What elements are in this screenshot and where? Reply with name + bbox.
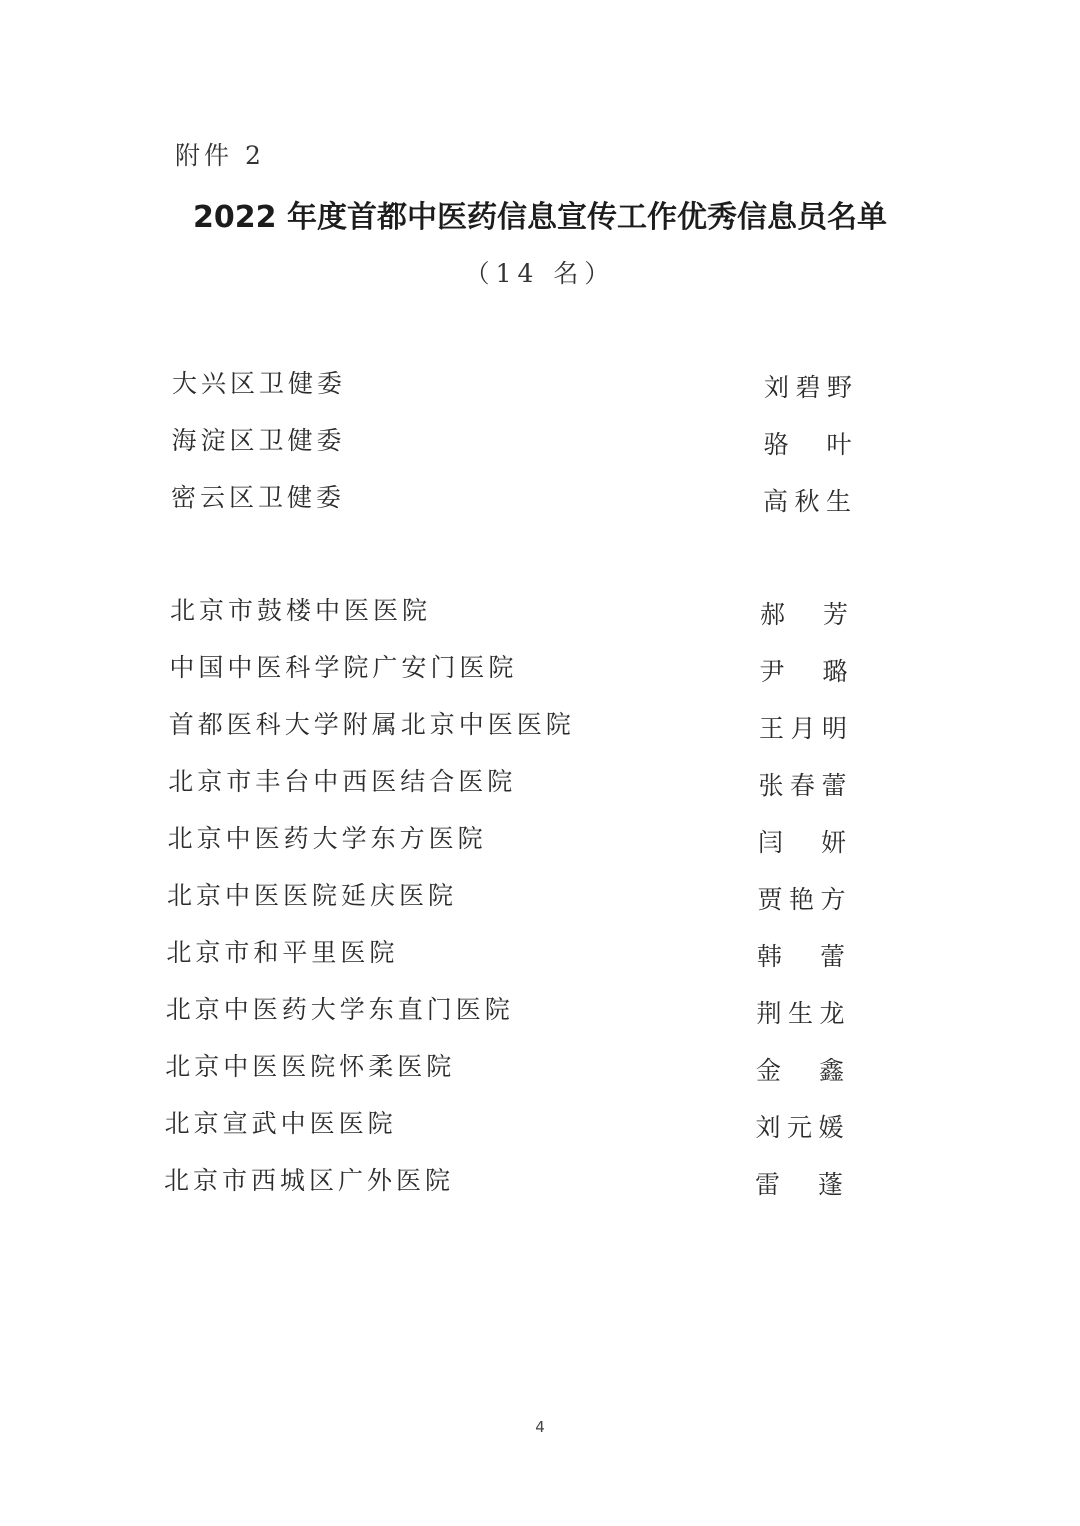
attachment-label: 附件 2 [175,141,265,170]
person-name: 韩 蕾 [757,942,847,971]
organization-name: 北京宣武中医医院 [164,1109,397,1138]
list-item [0,990,1080,1030]
organization-name: 北京中医药大学东方医院 [167,824,487,853]
person-name: 荆生龙 [756,999,847,1028]
list-item [0,364,1080,404]
organization-name: 北京市西城区广外医院 [164,1166,455,1195]
organization-name: 密云区卫健委 [171,483,346,512]
page-title: 2022 年度首都中医药信息宣传工作优秀信息员名单 [193,200,887,235]
list-item [0,762,1080,802]
organization-name: 北京中医医院怀柔医院 [165,1052,456,1081]
organization-name: 大兴区卫健委 [172,369,347,398]
list-item [0,819,1080,859]
organization-name: 海淀区卫健委 [171,426,346,455]
person-name: 刘元媛 [755,1113,846,1142]
list-item [0,1104,1080,1144]
organization-name: 首都医科大学附属北京中医医院 [168,710,575,739]
person-name: 金 鑫 [756,1056,846,1085]
person-name: 尹 璐 [759,657,850,686]
organization-name: 北京市丰台中西医结合医院 [168,767,517,796]
list-item [0,1161,1080,1201]
page-number: 4 [535,1418,545,1436]
person-name: 张春蕾 [758,771,849,800]
organization-name: 中国中医科学院广安门医院 [169,653,518,682]
list-item [0,705,1080,745]
list-item [0,876,1080,916]
list-item [0,591,1080,631]
person-name: 郝 芳 [760,600,850,629]
person-name: 闫 妍 [758,828,848,857]
person-name: 刘碧野 [764,373,854,402]
organization-name: 北京市鼓楼中医医院 [170,596,432,625]
organization-name: 北京中医药大学东直门医院 [165,995,514,1024]
person-name: 骆 叶 [763,430,854,459]
person-name: 雷 蓬 [755,1170,845,1199]
list-item [0,648,1080,688]
list-item [0,1047,1080,1087]
organization-name: 北京中医医院延庆医院 [167,881,458,910]
person-name: 贾艳方 [757,885,848,914]
list-item [0,421,1080,461]
organization-name: 北京市和平里医院 [166,938,399,967]
count-label: （14 名） [464,259,616,288]
person-name: 王月明 [759,714,849,743]
list-item [0,933,1080,973]
person-name: 高秋生 [763,487,853,516]
list-item [0,478,1080,518]
